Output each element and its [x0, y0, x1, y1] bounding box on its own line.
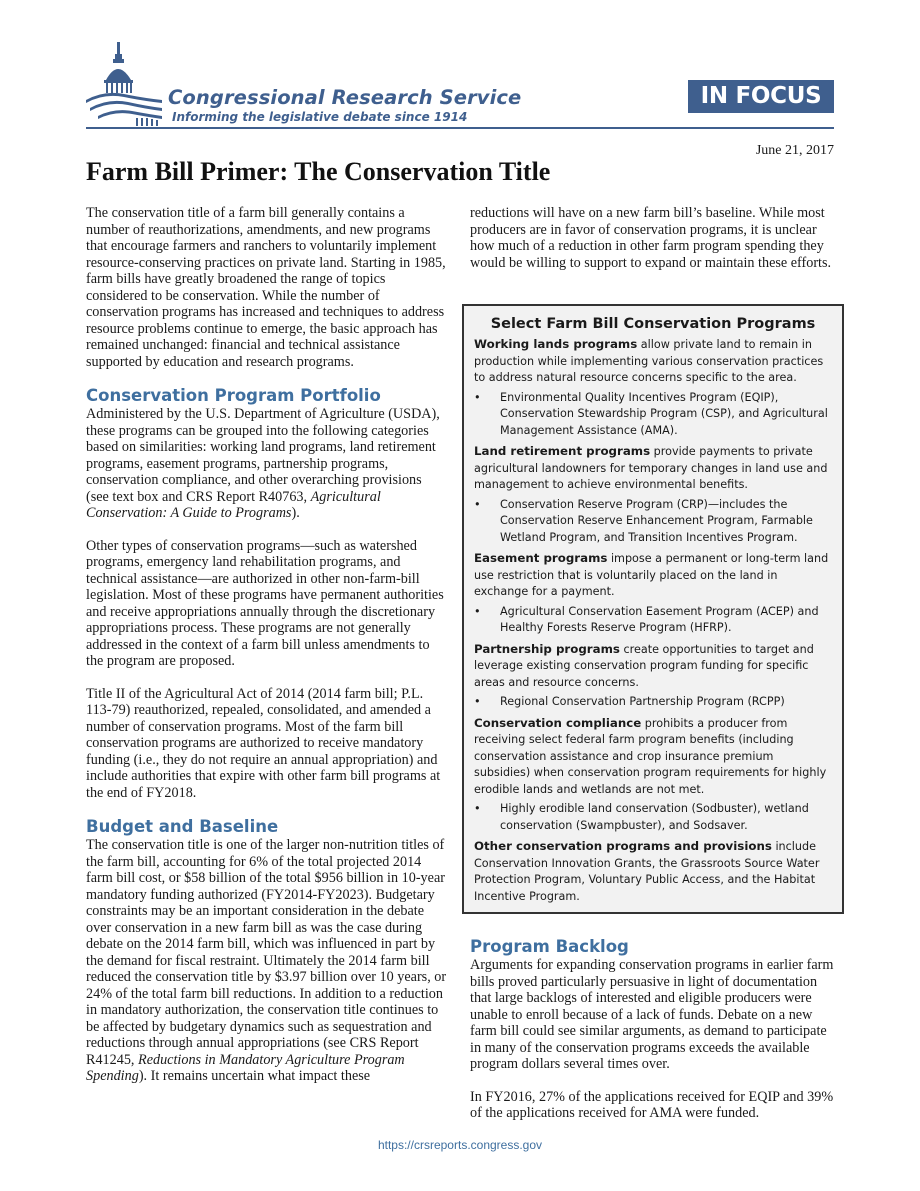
- list-item: • Environmental Quality Incentives Program (EQIP), Conservation Stewardship Program (CSP), and Agricultural Management Assistance (AMA).: [500, 390, 832, 440]
- list-item: • Regional Conservation Partnership Program (RCPP): [500, 694, 832, 711]
- budget-heading: Budget and Baseline: [86, 817, 279, 836]
- backlog-heading: Program Backlog: [470, 937, 629, 956]
- header-divider: [86, 127, 834, 129]
- program-list: [474, 694, 832, 711]
- portfolio-paragraph-2: Other types of conservation programs—such as watershed programs, emergency land rehabilitation programs, and technical assistance—are authorized in other non-farm-bill legislation. Most of these programs have permanent authorities and receive appropriations annually through the discretionary appropriations process. These programs are not generally addressed in the context of a farm bill unless amendments to the program are proposed.: [86, 537, 444, 669]
- budget-paragraph: The conservation title is one of the larger non-nutrition titles of the farm bill, accounting for 6% of the total projected 2014 farm bill cost, or $58 billion of the total $956 billion in 10-year mandatory funding authorized (FY2014-FY2023). Budgetary constraints may be an important consideration in the debate over conservation in a new farm bill as was the case during debate on the 2014 farm bill, which was influenced in part by the demand for fiscal restraint. Ultimately the 2014 farm bill reduced the conservation title by $3.97 billion over 10 years, or 24% of the total farm bill reductions. In addition to a reduction in mandatory authorization, the conservation title continues to be affected by budgetary dynamics such as sequestration and reductions through annual appropriations (see CRS Report R41245, Reductions in Mandatory Agriculture Program Spending). It remains uncertain what impact these: [86, 837, 447, 1084]
- program-list: [474, 604, 832, 637]
- right-column-bottom: [470, 937, 836, 1138]
- backlog-paragraph-1: Arguments for expanding conservation programs in earlier farm bills proved particularly persuasive in light of documentation that large backlogs of interested and eligible producers were unable to enroll because of a lack of funds. Debate on a new farm bill could see similar arguments, as demand to participate in many of the conservation programs exceeds the available program dollars several times over.: [470, 957, 834, 1072]
- page-title: Farm Bill Primer: The Conservation Title: [86, 157, 551, 186]
- portfolio-heading: Conservation Program Portfolio: [86, 386, 381, 405]
- programs-text-box: [462, 304, 844, 914]
- category-easement: Easement programs impose a permanent or long-term land use restriction that is voluntarily placed on the land in exchange for a payment.: [474, 551, 829, 598]
- org-tagline: Informing the legislative debate since 1914: [172, 110, 468, 124]
- right-column-top: [470, 205, 836, 287]
- category-land-retirement: Land retirement programs provide payments to private agricultural landowners for temporary changes in land use and management to achieve environmental benefits.: [474, 444, 828, 491]
- list-item: • Conservation Reserve Program (CRP)—includes the Conservation Reserve Enhancement Program, Farmable Wetland Program, and Transition Incentives Program.: [500, 497, 832, 547]
- report-citation: Agricultural Conservation: A Guide to Programs: [86, 488, 381, 521]
- program-list: [474, 390, 832, 440]
- capitol-dome-icon: [84, 40, 164, 130]
- category-compliance: Conservation compliance prohibits a producer from receiving select federal farm program benefits (including conservation assistance and crop insurance premium subsidies) when conservation program requirements for highly erodible lands and wetlands are not met.: [474, 715, 827, 796]
- text-box-title: Select Farm Bill Conservation Programs: [490, 316, 816, 332]
- left-column: [86, 205, 448, 1101]
- in-focus-badge: IN FOCUS: [688, 80, 834, 113]
- list-item: • Highly erodible land conservation (Sodbuster), wetland conservation (Swampbuster), and Sodsaver.: [500, 801, 832, 834]
- org-name: Congressional Research Service: [168, 86, 522, 109]
- category-other: Other conservation programs and provisions include Conservation Innovation Grants, the Grassroots Source Water Protection Program, Voluntary Public Access, and the Habitat Incentive Program.: [474, 839, 820, 903]
- backlog-paragraph-2: In FY2016, 27% of the applications received for EQIP and 39% of the applications received for AMA were funded.: [470, 1088, 834, 1121]
- portfolio-paragraph-1: Administered by the U.S. Department of Agriculture (USDA), these programs can be grouped into the following categories based on similarities: working land programs, land retirement programs, easement programs, partnership programs, conservation compliance, and other overarching provisions (see text box and CRS Report R40763, Agricultural Conservation: A Guide to Programs).: [86, 406, 440, 521]
- publication-date: June 21, 2017: [755, 143, 834, 158]
- list-item: • Agricultural Conservation Easement Program (ACEP) and Healthy Forests Reserve Program (HFRP).: [500, 604, 832, 637]
- footer-link[interactable]: https://crsreports.congress.gov: [377, 1138, 543, 1152]
- category-partnership: Partnership programs create opportunities to target and leverage existing conservation program funding for specific areas and resource concerns.: [474, 641, 814, 689]
- program-list: [474, 801, 832, 834]
- report-citation: Reductions in Mandatory Agriculture Program Spending: [86, 1051, 405, 1084]
- portfolio-paragraph-3: Title II of the Agricultural Act of 2014 (2014 farm bill; P.L. 113-79) reauthorized, repealed, consolidated, and amended a number of conservation programs. Most of the farm bill conservation programs are authorized to receive mandatory funding (i.e., they do not require an annual appropriation) and include authorities that expire with other farm bill programs at the end of FY2018.: [86, 685, 441, 801]
- continuation-paragraph: reductions will have on a new farm bill’s baseline. While most producers are in favor of conservation programs, it is unclear how much of a reduction in other farm program spending they would be willing to support to expand or maintain these efforts.: [470, 205, 832, 271]
- category-working-lands: Working lands programs allow private land to remain in production while implementing various conservation practices to address natural resource concerns specific to the area.: [474, 337, 824, 384]
- program-list: [474, 497, 832, 547]
- intro-paragraph: The conservation title of a farm bill generally contains a number of reauthorizations, amendments, and new programs that encourage farmers and ranchers to voluntarily implement resource-conserving practices on private land. Starting in 1985, farm bills have greatly broadened the range of topics considered to be conservation. While the number of conservation programs has increased and techniques to address resource problems continue to emerge, the basic approach has remained unchanged: financial and technical assistance supported by education and research programs.: [86, 205, 446, 370]
